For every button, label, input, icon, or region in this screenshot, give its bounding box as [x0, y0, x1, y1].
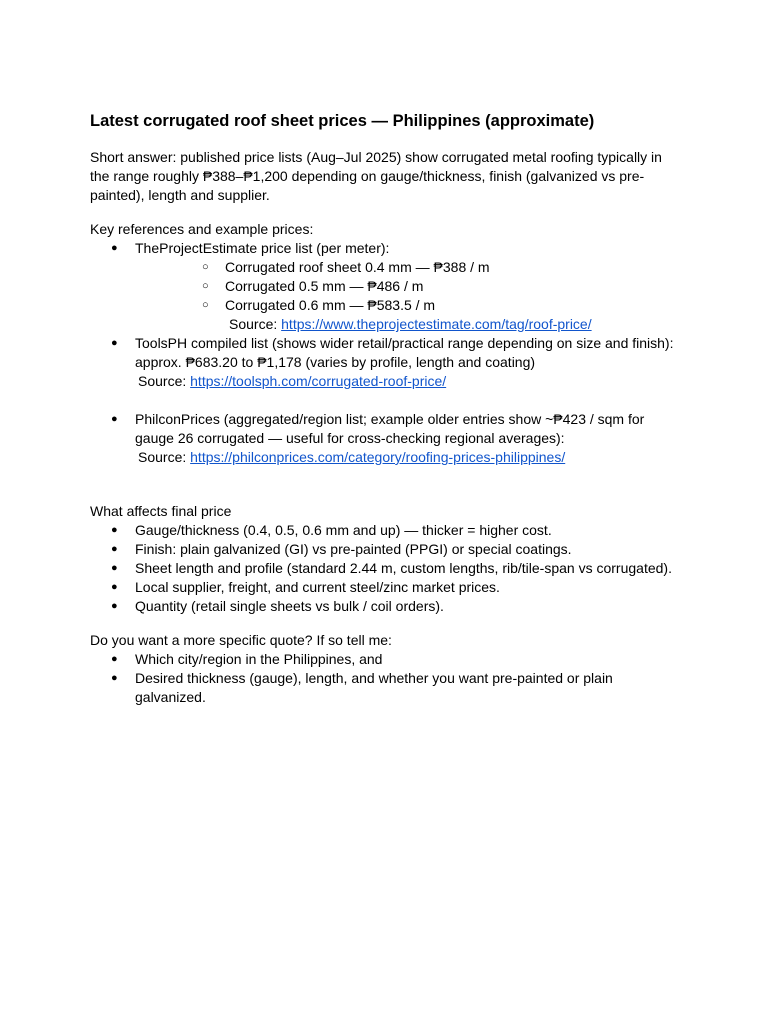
affects-heading: What affects final price: [90, 503, 232, 519]
affects-item: ● Gauge/thickness (0.4, 0.5, 0.6 mm and up) — thicker = higher cost.: [90, 521, 678, 540]
reference-philcon: [90, 410, 678, 448]
affects-item: ● Local supplier, freight, and current steel/zinc market prices.: [90, 578, 678, 597]
references-list: [90, 239, 678, 467]
price-item: ○ Corrugated roof sheet 0.4 mm — ₱388 / m: [135, 258, 678, 277]
project-estimate-source: [135, 315, 678, 334]
key-references-heading: Key references and example prices:: [90, 221, 314, 237]
reference-toolsph: [90, 334, 678, 372]
price-item: ○ Corrugated 0.5 mm — ₱486 / m: [135, 277, 678, 296]
affects-item: ● Finish: plain galvanized (GI) vs pre-painted (PPGI) or special coatings.: [90, 540, 678, 559]
quote-item: ● Which city/region in the Philippines, and: [90, 650, 678, 669]
price-item: ○ Corrugated 0.6 mm — ₱583.5 / m: [135, 296, 678, 315]
page-title: Latest corrugated roof sheet prices — Philippines (approximate): [90, 112, 595, 130]
reference-project-estimate: [90, 239, 678, 334]
source-label: Source:: [229, 316, 282, 332]
project-estimate-source-link[interactable]: https://www.theprojectestimate.com/tag/roof-price/: [281, 316, 592, 332]
toolsph-source: [90, 372, 678, 391]
quote-item: ● Desired thickness (gauge), length, and whether you want pre-painted or plain galvanized.: [90, 669, 678, 707]
project-estimate-price-list: [135, 258, 678, 315]
philcon-source-link[interactable]: https://philconprices.com/category/roofing-prices-philippines/: [190, 449, 566, 465]
reference-toolsph-label: ToolsPH compiled list (shows wider retail/practical range depending on size and finish): approx. ₱683.20 to ₱1,178 (varies by profile, length and coating): [135, 335, 674, 370]
toolsph-source-link[interactable]: https://toolsph.com/corrugated-roof-price/: [190, 373, 447, 389]
philcon-source: [90, 448, 678, 467]
intro-paragraph: Short answer: published price lists (Aug–Jul 2025) show corrugated metal roofing typically in the range roughly ₱388–₱1,200 depending on gauge/thickness, finish (galvanized vs pre-painted), length and supplier.: [90, 149, 662, 203]
source-label: Source:: [138, 449, 191, 465]
source-label: Source:: [138, 373, 191, 389]
reference-philcon-label: PhilconPrices (aggregated/region list; example older entries show ~₱423 / sqm for gauge 26 corrugated — useful for cross-checking regional averages):: [135, 411, 645, 446]
quote-list: [90, 650, 678, 707]
quote-question: Do you want a more specific quote? If so tell me:: [90, 632, 392, 648]
affects-item: ● Quantity (retail single sheets vs bulk / coil orders).: [90, 597, 678, 616]
affects-item: ● Sheet length and profile (standard 2.44 m, custom lengths, rib/tile-span vs corrugated).: [90, 559, 678, 578]
reference-project-estimate-label: TheProjectEstimate price list (per meter):: [135, 240, 390, 256]
affects-list: [90, 521, 678, 616]
